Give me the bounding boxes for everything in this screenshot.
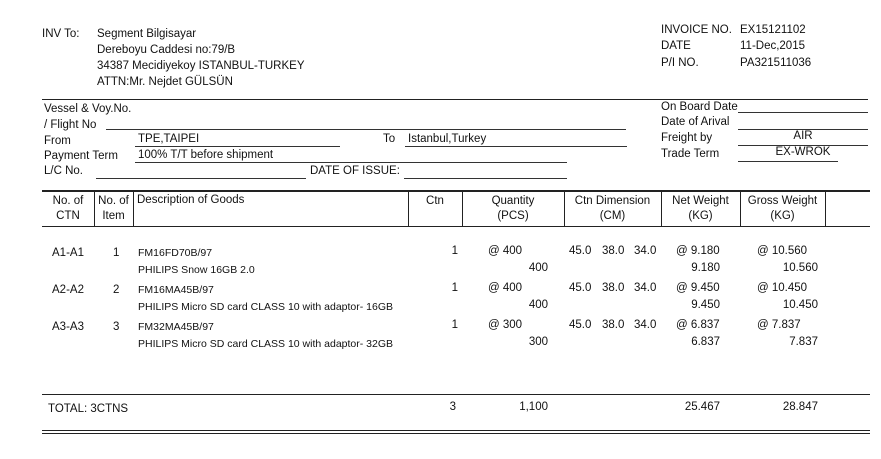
invoice-no-value: EX15121102 [740,24,806,36]
table-top-border [42,190,870,192]
header-ctn-no [42,194,94,224]
row1-net-unit: @ 9.180 [676,245,720,257]
header-item-no [94,194,133,224]
totals-ctn: 3 [449,401,456,413]
header-quantity-line1: Quantity [491,195,535,207]
header-ctn-dimension [564,194,661,224]
payment-underline [135,162,567,163]
row1-dim-height: 34.0 [634,245,657,257]
invoice-no-label: INVOICE NO. [661,24,732,36]
freight-value: AIR [793,130,813,142]
row3-dim-height: 34.0 [634,319,657,331]
date-of-issue-label: DATE OF ISSUE: [310,165,400,177]
header-item-no-line1: No. of [98,195,129,207]
row3-qty-unit: @ 300 [488,319,523,331]
row3-dim-length: 45.0 [569,319,592,331]
to-value: Istanbul,Turkey [408,133,487,145]
row1-description: PHILIPS Snow 16GB 2.0 [138,264,255,276]
trade-term-value: EX-WROK [775,146,831,158]
flight-label: / Flight No [44,119,97,131]
row1-qty-unit: @ 400 [488,245,523,257]
row3-gross: 7.837 [789,336,818,348]
row2-dim-width: 38.0 [602,282,625,294]
buyer-company: Segment Bilgisayar [97,28,197,40]
row2-net-unit: @ 9.450 [676,282,720,294]
row2-item-no: 2 [113,284,120,296]
header-gross-weight-line2: (KG) [770,210,795,222]
row2-dim-length: 45.0 [569,282,592,294]
row3-ctn: 1 [451,319,458,331]
header-net-weight-line2: (KG) [688,210,713,222]
header-ctn-dimension-line2: (CM) [599,210,626,222]
vessel-label: Vessel & Voy.No. [44,103,132,115]
header-item-no-line2: Item [102,210,125,222]
row1-gross-unit: @ 10.560 [757,245,808,257]
header-ctn: Ctn [426,195,444,207]
row1-dim-length: 45.0 [569,245,592,257]
totals-bottom-border [42,430,870,431]
row3-item-no: 3 [113,321,120,333]
from-value: TPE,TAIPEI [138,133,200,145]
invoice-date-label: DATE [661,40,691,52]
row1-gross: 10.560 [782,262,818,274]
totals-top-border [42,394,870,395]
totals-label: TOTAL: 3CTNS [48,403,129,415]
header-net-weight [661,194,740,224]
row3-dim-width: 38.0 [602,319,625,331]
totals-bottom-border-double [42,433,870,434]
inv-to-label: INV To: [42,28,80,40]
row2-code: FM16MA45B/97 [138,284,214,296]
row3-gross-unit: @ 7.837 [757,319,801,331]
row3-net: 6.837 [691,336,720,348]
row2-gross: 10.450 [782,299,818,311]
from-label: From [44,135,71,147]
row2-net: 9.450 [691,299,720,311]
header-net-weight-line1: Net Weight [672,195,729,207]
table-header-bottom-border [42,226,870,227]
trade-underline [738,161,838,162]
row1-net: 9.180 [691,262,720,274]
date-issue-underline [404,178,567,179]
row1-ctn-no: A1-A1 [52,247,84,259]
row1-qty: 400 [528,262,548,274]
pi-no-label: P/I NO. [661,57,699,69]
header-divider [42,99,868,100]
row3-net-unit: @ 6.837 [676,319,720,331]
header-gross-weight [740,194,825,224]
row1-ctn: 1 [451,245,458,257]
from-underline [135,146,340,147]
col-sep [133,192,134,226]
row2-description: PHILIPS Micro SD card CLASS 10 with adaptor- 16GB [138,301,394,313]
lc-no-label: L/C No. [44,165,83,177]
arrival-date-label: Date of Arival [661,116,730,128]
trade-term-label: Trade Term [661,148,720,160]
header-ctn-dimension-line1: Ctn Dimension [574,195,651,207]
row2-qty-unit: @ 400 [488,282,523,294]
lc-underline [96,178,306,179]
buyer-address-line1: Dereboyu Caddesi no:79/B [97,44,236,56]
row2-dim-height: 34.0 [634,282,657,294]
totals-net: 25.467 [684,401,720,413]
row3-qty: 300 [528,336,548,348]
totals-gross: 28.847 [782,401,818,413]
payment-term-label: Payment Term [44,150,118,162]
row2-gross-unit: @ 10.450 [757,282,808,294]
onboard-underline [738,112,868,113]
buyer-address-line2: 34387 Mecidiyekoy ISTANBUL-TURKEY [97,60,305,72]
pi-no-value: PA321511036 [740,57,812,69]
row2-ctn: 1 [451,282,458,294]
payment-term-value: 100% T/T before shipment [138,149,274,161]
row3-ctn-no: A3-A3 [52,321,84,333]
header-gross-weight-line1: Gross Weight [747,195,818,207]
row2-ctn-no: A2-A2 [52,284,84,296]
row2-qty: 400 [528,299,548,311]
header-quantity [462,194,564,224]
row1-item-no: 1 [113,247,120,259]
row3-code: FM32MA45B/97 [138,321,214,333]
freight-label: Freight by [661,132,713,144]
row3-description: PHILIPS Micro SD card CLASS 10 with adaptor- 32GB [138,338,394,350]
totals-qty: 1,100 [519,401,548,413]
onboard-date-label: On Board Date [661,101,738,113]
to-label: To [383,133,396,145]
vessel-underline [106,129,626,130]
header-quantity-line2: (PCS) [497,210,529,222]
header-ctn-no-line2: CTN [56,210,80,222]
row1-dim-width: 38.0 [602,245,625,257]
invoice-date-value: 11-Dec,2015 [740,40,805,52]
row1-code: FM16FD70B/97 [138,247,213,259]
buyer-attention: ATTN:Mr. Nejdet GÜLSÜN [97,76,233,88]
header-ctn-no-line1: No. of [52,195,84,207]
col-sep [825,192,826,226]
header-description: Description of Goods [137,194,245,206]
to-underline [405,146,627,147]
